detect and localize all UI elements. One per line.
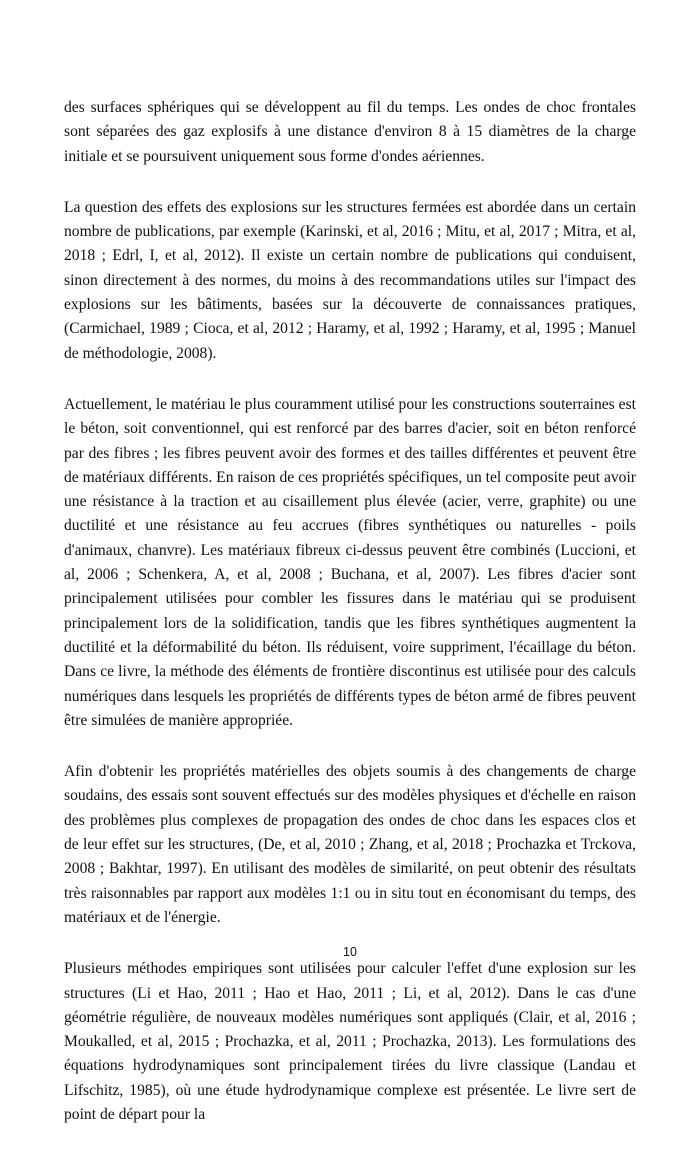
page-body <box>64 96 636 1154</box>
paragraph-3: Actuellement, le matériau le plus couramment utilisé pour les constructions souterraines est le béton, soit conventionnel, qui est renforcé par des barres d'acier, soit en béton renforcé par des fibres ; les fibres peuvent avoir des formes et des tailles différentes et peuvent être de matériaux différents. En raison de ces propriétés spécifiques, un tel composite peut avoir une résistance à la traction et au cisaillement plus élevée (acier, verre, graphite) ou une ductilité et une résistance au feu accrues (fibres synthétiques ou naturelles - poils d'animaux, chanvre). Les matériaux fibreux ci-dessus peuvent être combinés (Luccioni, et al, 2006 ; Schenkera, A, et al, 2008 ; Buchana, et al, 2007). Les fibres d'acier sont principalement utilisées pour combler les fissures dans le matériau qui se produisent principalement lors de la solidification, tandis que les fibres synthétiques augmentent la ductilité et la déformabilité du béton. Ils réduisent, voire suppriment, l'écaillage du béton. Dans ce livre, la méthode des éléments de frontière discontinus est utilisée pour des calculs numériques dans lesquels les propriétés de différents types de béton armé de fibres peuvent être simulées de manière appropriée. <box>64 395 636 729</box>
paragraph-2: La question des effets des explosions sur les structures fermées est abordée dans un certain nombre de publications, par exemple (Karinski, et al, 2016 ; Mitu, et al, 2017 ; Mitra, et al, 2018 ; Edrl, I, et al, 2012). Il existe un certain nombre de publications qui conduisent, sinon directement à des normes, du moins à des recommandations utiles sur l'impact des explosions sur les bâtiments, basées sur la découverte de connaissances pratiques, (Carmichael, 1989 ; Cioca, et al, 2012 ; Haramy, et al, 1992 ; Haramy, et al, 1995 ; Manuel de méthodologie, 2008). <box>64 198 636 362</box>
paragraph-4: Afin d'obtenir les propriétés matérielles des objets soumis à des changements de charge soudains, des essais sont souvent effectués sur des modèles physiques et d'échelle en raison des problèmes plus complexes de propagation des ondes de choc dans les espaces clos et de leur effet sur les structures, (De, et al, 2010 ; Zhang, et al, 2018 ; Prochazka et Trckova, 2008 ; Bakhtar, 1997). En utilisant des modèles de similarité, on peut obtenir des résultats très raisonnables par rapport aux modèles 1:1 ou in situ tout en économisant du temps, des matériaux et de l'énergie. <box>64 763 636 926</box>
paragraph-5: Plusieurs méthodes empiriques sont utilisées pour calculer l'effet d'une explosion sur les structures (Li et Hao, 2011 ; Hao et Hao, 2011 ; Li, et al, 2012). Dans le cas d'une géométrie régulière, de nouveaux modèles numériques sont appliqués (Clair, et al, 2016 ; Moukalled, et al, 2015 ; Prochazka, et al, 2011 ; Prochazka, 2013). Les formulations des équations hydrodynamiques sont principalement tirées du livre classique (Landau et Lifschitz, 1985), où une étude hydrodynamique complexe est présentée. Le livre sert de point de départ pour la <box>64 960 636 1123</box>
paragraph-1: des surfaces sphériques qui se développent au fil du temps. Les ondes de choc frontales sont séparées des gaz explosifs à une distance d'environ 8 à 15 diamètres de la charge initiale et se poursuivent uniquement sous forme d'ondes aériennes. <box>64 99 636 165</box>
page-number: 10 <box>343 945 357 959</box>
